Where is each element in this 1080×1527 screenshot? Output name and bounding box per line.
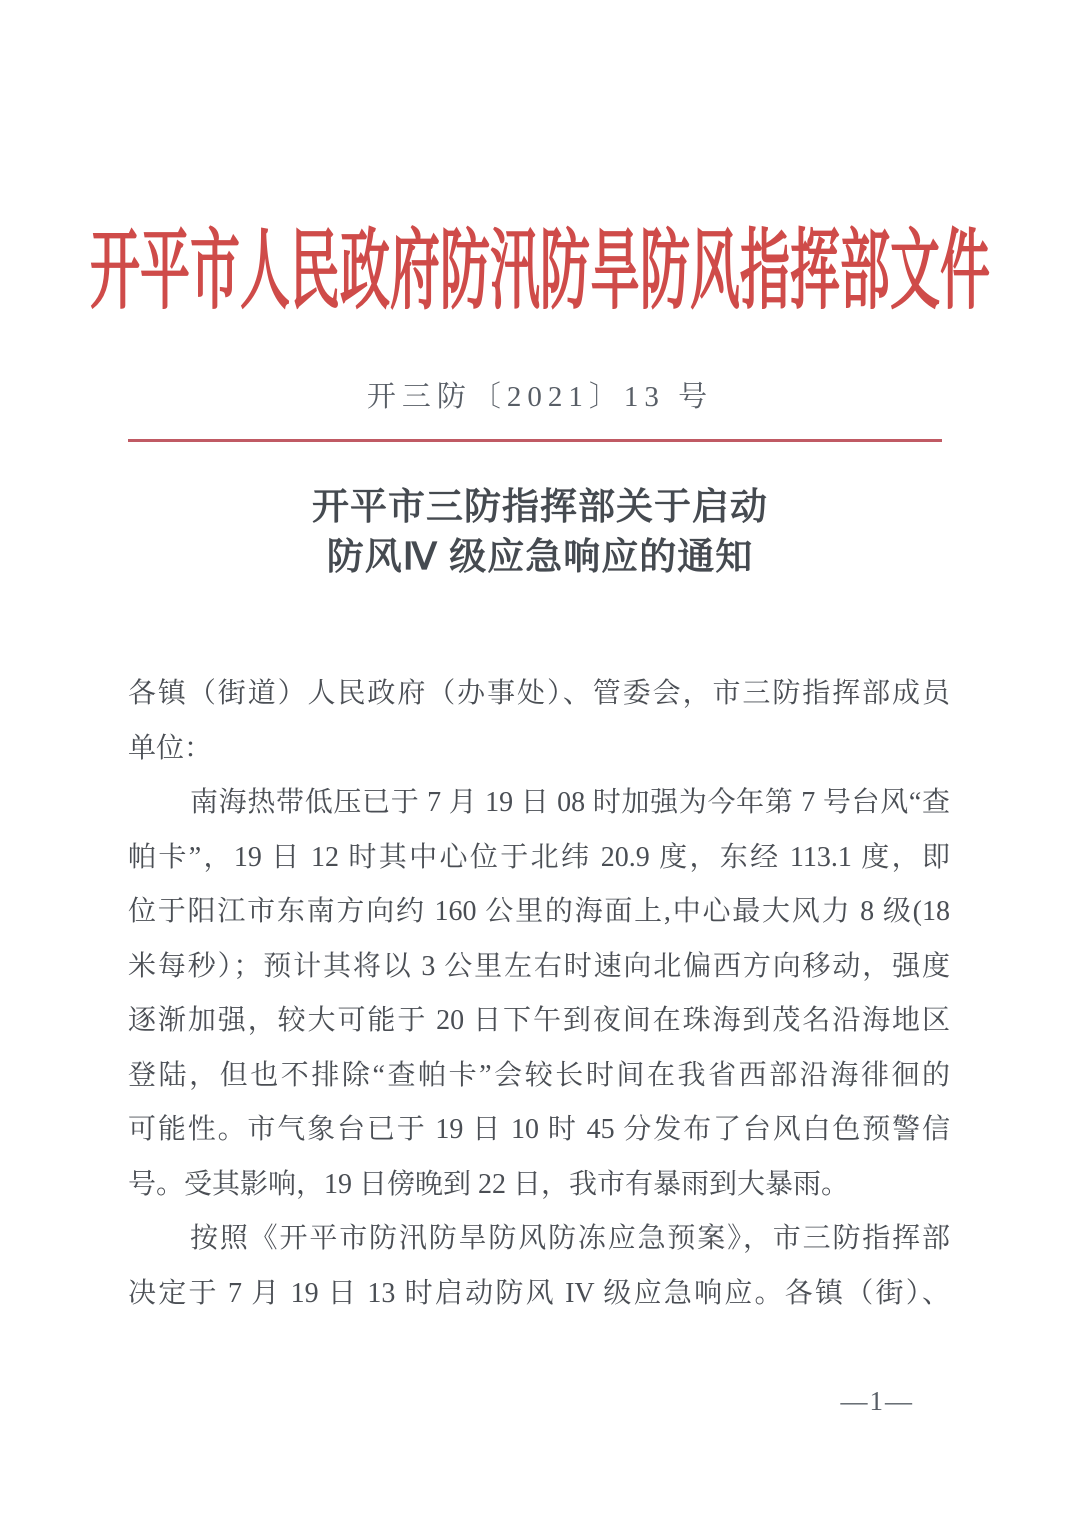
body-text-line: 各镇（街道）人民政府（办事处）、管委会，市三防指挥部成员 xyxy=(128,678,950,709)
doc-number: 开三防〔2021〕13 号 xyxy=(366,381,714,413)
document-title-line2: 防风Ⅳ 级应急响应的通知 xyxy=(326,536,754,577)
document-title-line1: 开平市三防指挥部关于启动 xyxy=(312,486,768,527)
page-number: —1— xyxy=(840,1386,914,1416)
document-body xyxy=(128,667,950,1321)
body-text-line: 登陆，但也不排除“查帕卡”会较长时间在我省西部沿海徘徊的 xyxy=(128,1059,950,1091)
document-title xyxy=(0,482,1080,582)
body-text-line: 米每秒）；预计其将以 3 公里左右时速向北偏西方向移动，强度 xyxy=(128,950,950,982)
body-text-line: 可能性。市气象台已于 19 日 10 时 45 分发布了台风白色预警信 xyxy=(128,1114,950,1145)
body-text-line: 决定于 7 月 19 日 13 时启动防风 IV 级应急响应。各镇（街）、 xyxy=(128,1277,950,1309)
body-text-line: 南海热带低压已于 7 月 19 日 08 时加强为今年第 7 号台风“查 xyxy=(190,787,950,818)
letterhead-title: 开平市人民政府防汛防旱防风指挥部文件 xyxy=(90,221,990,320)
body-text-line: 位于阳江市东南方向约 160 公里的海面上,中心最大风力 8 级(18 xyxy=(128,896,950,927)
body-text-line: 号。受其影响，19 日傍晚到 22 日，我市有暴雨到大暴雨。 xyxy=(128,1168,850,1200)
body-text-line: 按照《开平市防汛防旱防风防冻应急预案》，市三防指挥部 xyxy=(190,1223,950,1254)
red-divider-line xyxy=(128,439,942,442)
body-text-line: 帕卡”，19 日 12 时其中心位于北纬 20.9 度，东经 113.1 度，即 xyxy=(128,841,950,873)
body-text-line: 单位： xyxy=(128,732,213,764)
body-text-line: 逐渐加强，较大可能于 20 日下午到夜间在珠海到茂名沿海地区 xyxy=(128,1005,950,1036)
